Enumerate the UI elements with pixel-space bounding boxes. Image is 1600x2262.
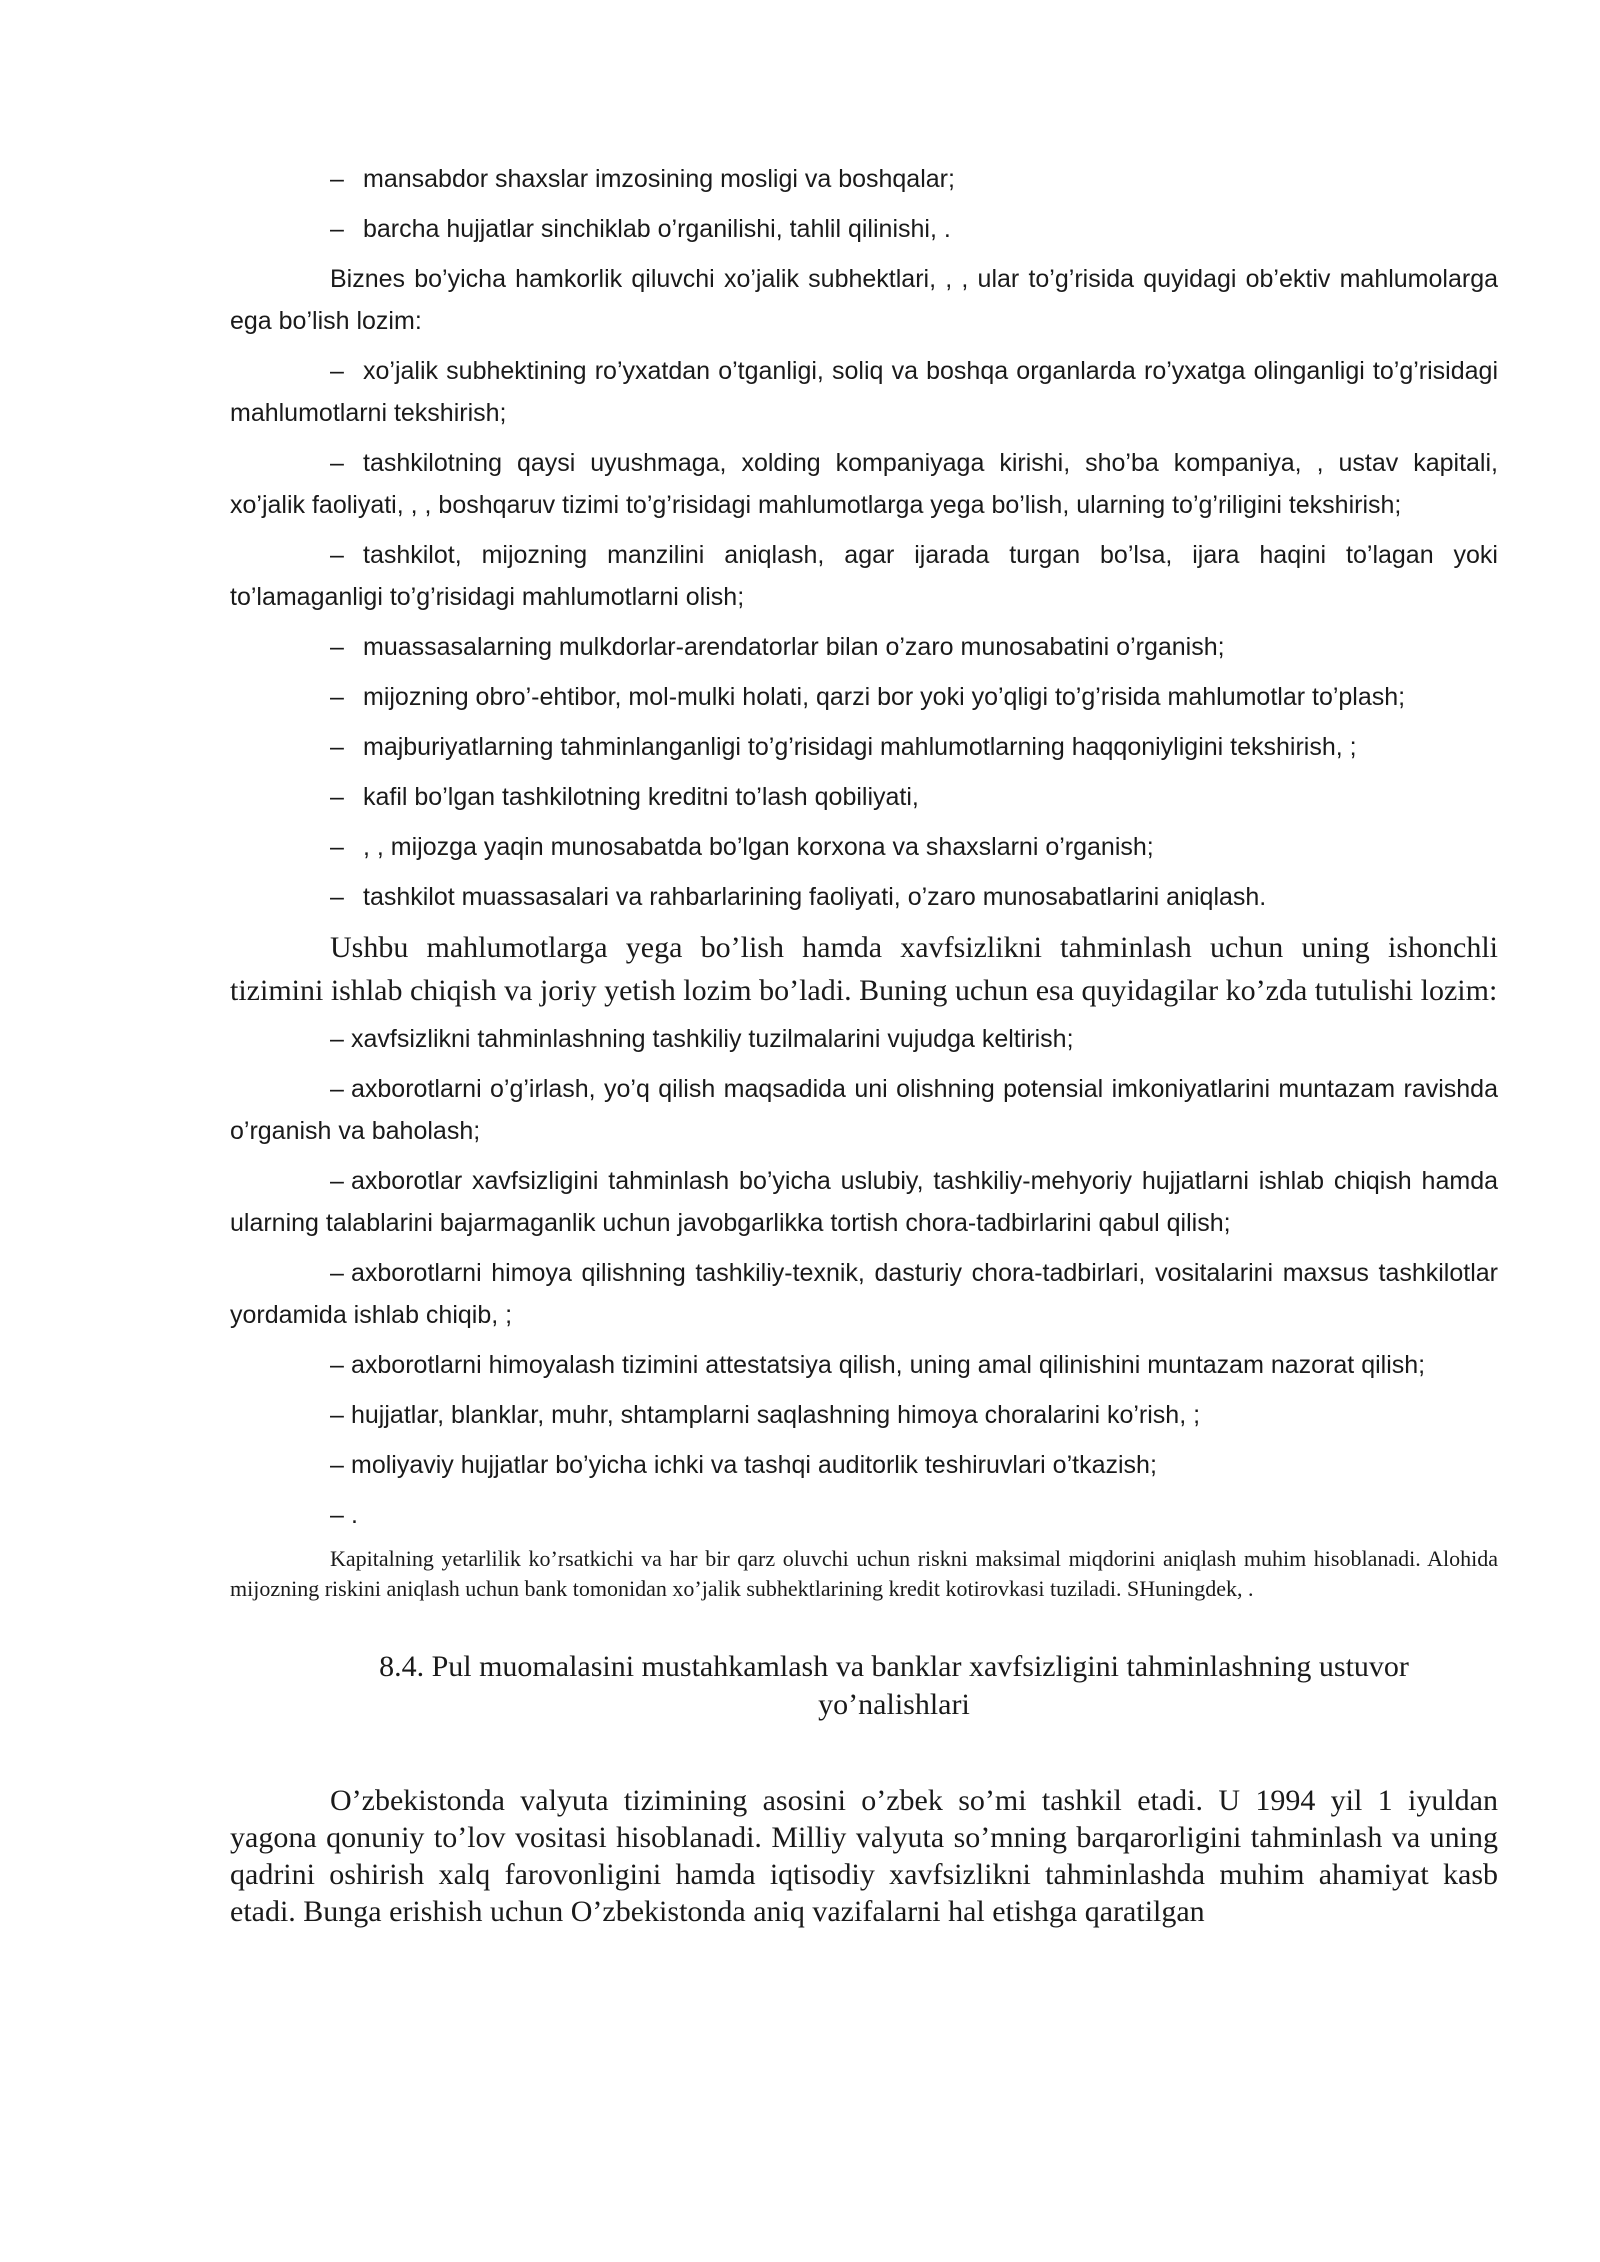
dash-marker: – — [330, 1167, 344, 1195]
dash-marker: – — [330, 215, 344, 243]
dash-marker: – — [330, 1401, 344, 1429]
list-item — [230, 676, 1498, 718]
list-item-text: tashkilot, mijozning manzilini aniqlash, agar ijarada turgan bo’lsa, ijara haqini to’lagan yoki to’lamaganligi to’g’risidagi mahlumotlarni olish; — [230, 541, 1498, 611]
dash-marker: – — [330, 683, 344, 711]
list-item-text: axborotlar xavfsizligini tahminlash bo’yicha uslubiy, tashkiliy-mehyoriy hujjatlarni ishlab chiqish hamda ularning talablarini bajarmaganlik uchun javobgarlikka tortish chora-tadbirlarini qabul qilish; — [230, 1167, 1498, 1237]
dash-marker: – — [330, 1075, 344, 1103]
list-item-text: xo’jalik subhektining ro’yxatdan o’tganligi, soliq va boshqa organlarda ro’yxatga olinganligi to’g’risidagi mahlumotlarni tekshirish; — [230, 357, 1498, 427]
dash-marker: – — [330, 541, 344, 569]
list-item — [230, 1344, 1498, 1386]
list-item — [230, 626, 1498, 668]
dash-marker: – — [330, 165, 344, 193]
list-item — [230, 158, 1498, 200]
list-item-text: xavfsizlikni tahminlashning tashkiliy tuzilmalarini vujudga keltirish; — [351, 1025, 1074, 1053]
list-item — [230, 1252, 1498, 1336]
list-item — [230, 1068, 1498, 1152]
dash-marker: – — [330, 633, 344, 661]
dash-marker: – — [330, 883, 344, 911]
intro-paragraph: Biznes bo’yicha hamkorlik qiluvchi xo’jalik subhektlari, , , ular to’g’risida quyidagi ob’ektiv mahlumolarga ega bo’lish lozim: — [230, 265, 1498, 335]
dash-marker: – — [330, 783, 344, 811]
list-item — [230, 876, 1498, 918]
list-item — [230, 1018, 1498, 1060]
dash-marker: – — [330, 1351, 344, 1379]
list-item-text: axborotlarni himoyalash tizimini attestatsiya qilish, uning amal qilinishini muntazam nazorat qilish; — [351, 1351, 1426, 1379]
list-item-text: mijozning obro’-ehtibor, mol-mulki holati, qarzi bor yoki yo’qligi to’g’risida mahlumotlar to’plash; — [363, 683, 1406, 711]
section-heading-line: yo’nalishlari — [818, 1688, 970, 1721]
list-item-text: . — [351, 1501, 358, 1529]
list-item — [230, 1394, 1498, 1436]
list-item-text: muassasalarning mulkdorlar-arendatorlar bilan o’zaro munosabatini o’rganish; — [363, 633, 1225, 661]
dash-marker: – — [330, 1451, 344, 1479]
list-item-text: axborotlarni o’g’irlash, yo’q qilish maqsadida uni olishning potensial imkoniyatlarini muntazam ravishda o’rganish va baholash; — [230, 1075, 1498, 1145]
list-item — [230, 534, 1498, 618]
list-item — [230, 776, 1498, 818]
list-item — [230, 442, 1498, 526]
small-paragraph: Kapitalning yetarlilik ko’rsatkichi va har bir qarz oluvchi uchun riskni maksimal miqdorini aniqlash muhim hisoblanadi. Alohida mijozning riskini aniqlash uchun bank tomonidan xo’jalik subhektlarining kredit kotirovkasi tuziladi. SHuningdek, . — [230, 1546, 1498, 1601]
list-item-text: hujjatlar, blanklar, muhr, shtamplarni saqlashning himoya choralarini ko’rish, ; — [351, 1401, 1201, 1429]
list-item — [230, 1444, 1498, 1486]
list-item — [230, 1494, 1498, 1536]
list-item-text: barcha hujjatlar sinchiklab o’rganilishi, tahlil qilinishi, . — [363, 215, 951, 243]
dash-marker: – — [330, 1025, 344, 1053]
list-item — [230, 208, 1498, 250]
list-item-text: , , mijozga yaqin munosabatda bo’lgan korxona va shaxslarni o’rganish; — [363, 833, 1154, 861]
dash-marker: – — [330, 733, 344, 761]
list-item-text: axborotlarni himoya qilishning tashkiliy-texnik, dasturiy chora-tadbirlari, vositalarini maxsus tashkilotlar yordamida ishlab chiqib, ; — [230, 1259, 1498, 1329]
list-item — [230, 350, 1498, 434]
dash-marker: – — [330, 833, 344, 861]
list-item — [230, 1160, 1498, 1244]
list-item-text: mansabdor shaxslar imzosining mosligi va boshqalar; — [363, 165, 955, 193]
list-item-text: tashkilot muassasalari va rahbarlarining faoliyati, o’zaro munosabatlarini aniqlash. — [363, 883, 1267, 911]
middle-paragraph: Ushbu mahlumotlarga yega bo’lish hamda xavfsizlikni tahminlash uchun uning ishonchli tizimini ishlab chiqish va joriy yetish lozim bo’ladi. Buning uchun esa quyidagilar ko’zda tutulishi lozim: — [230, 931, 1498, 1007]
list-item-text: majburiyatlarning tahminlanganligi to’g’risidagi mahlumotlarning haqqoniyligini tekshirish, ; — [363, 733, 1357, 761]
section-heading — [230, 1648, 1498, 1724]
list-item — [230, 826, 1498, 868]
list-item — [230, 726, 1498, 768]
dash-marker: – — [330, 1501, 344, 1529]
list-item-text: tashkilotning qaysi uyushmaga, xolding kompaniyaga kirishi, sho’ba kompaniya, , ustav kapitali, xo’jalik faoliyati, , , boshqaruv tizimi to’g’risidagi mahlumotlarga yega bo’lish, ularning to’g’riligini tekshirish; — [230, 449, 1498, 519]
body-paragraph: O’zbekistonda valyuta tizimining asosini o’zbek so’mi tashkil etadi. U 1994 yil 1 iyuldan yagona qonuniy to’lov vositasi hisoblanadi. Milliy valyuta so’mning barqarorligini tahminlash va uning qadrini oshirish xalq farovonligini hamda iqtisodiy xavfsizlikni tahminlashda muhim ahamiyat kasb etadi. Bunga erishish uchun O’zbekistonda aniq vazifalarni hal etishga qaratilgan — [230, 1784, 1498, 1928]
list-item-text: kafil bo’lgan tashkilotning kreditni to’lash qobiliyati, — [363, 783, 919, 811]
dash-marker: – — [330, 449, 344, 477]
dash-marker: – — [330, 1259, 344, 1287]
list-item-text: moliyaviy hujjatlar bo’yicha ichki va tashqi auditorlik teshiruvlari o’tkazish; — [351, 1451, 1157, 1479]
dash-marker: – — [330, 357, 344, 385]
section-heading-line: 8.4. Pul muomalasini mustahkamlash va banklar xavfsizligini tahminlashning ustuvor — [379, 1650, 1409, 1683]
